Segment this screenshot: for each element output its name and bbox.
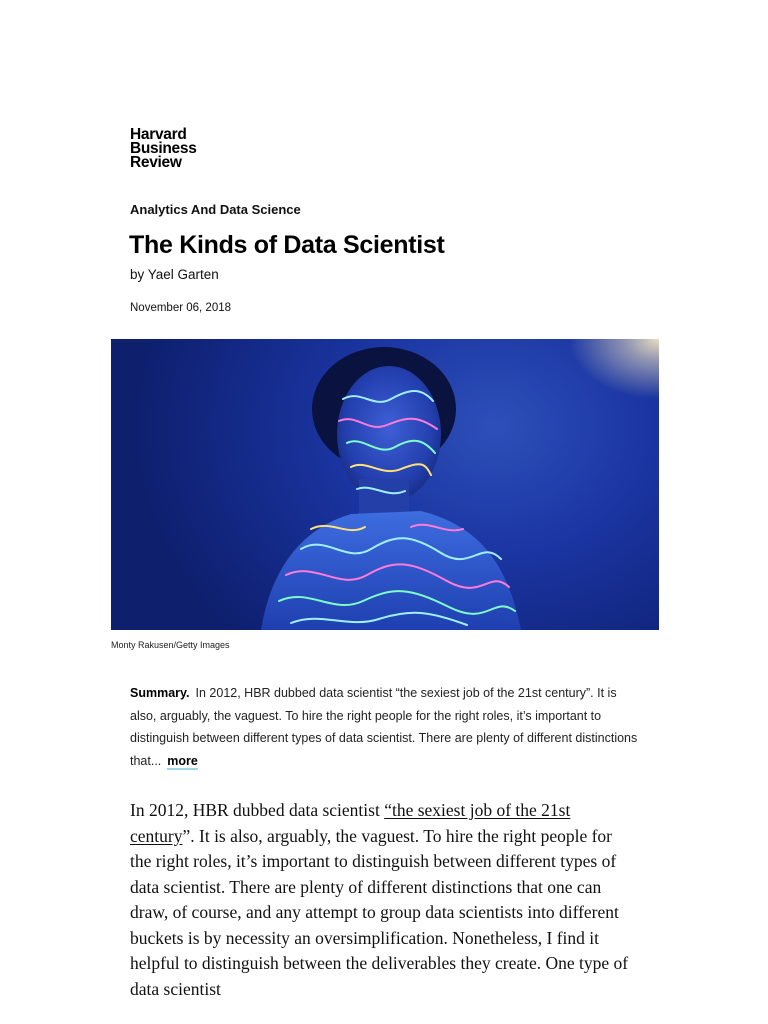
article-date: November 06, 2018 [130,302,232,314]
image-credit: Monty Rakusen/Getty Images [111,640,230,650]
article-byline[interactable]: by Yael Garten [130,267,219,282]
body-text-rest: ”. It is also, arguably, the vaguest. To hire the right people for the right roles, it’s important to distinguish between different types of data scientist. There are plenty of different distinctions that one can draw, of course, and any attempt to group data scientists into different buckets is by necessity an oversimplification. Nonetheless, I find it helpful to distinguish between the deliverables they create. One type of data scientist [130,825,629,999]
hbr-logo[interactable] [130,128,197,170]
article-summary [130,682,642,772]
more-button[interactable]: more [167,753,198,768]
logo-line-2: Business [130,140,197,157]
summary-text: In 2012, HBR dubbed data scientist “the sexiest job of the 21st century”. It is also, arguably, the vaguest. To hire the right people for the right roles, it’s important to distinguish between different types of data scientist. There are plenty of different distinctions that... [130,686,638,768]
article-title: The Kinds of Data Scientist [129,231,445,259]
logo-line-1: Harvard [130,126,187,143]
body-text-start: In 2012, HBR dubbed data scientist [130,800,385,820]
article-body [130,798,635,1002]
article-topic[interactable]: Analytics And Data Science [130,202,301,217]
summary-label: Summary. [130,686,190,700]
hero-image [111,339,659,630]
hero-illustration [111,339,659,630]
sexiest-job-link[interactable]: “the sexiest job of the 21st century [130,800,571,846]
logo-line-3: Review [130,154,182,171]
